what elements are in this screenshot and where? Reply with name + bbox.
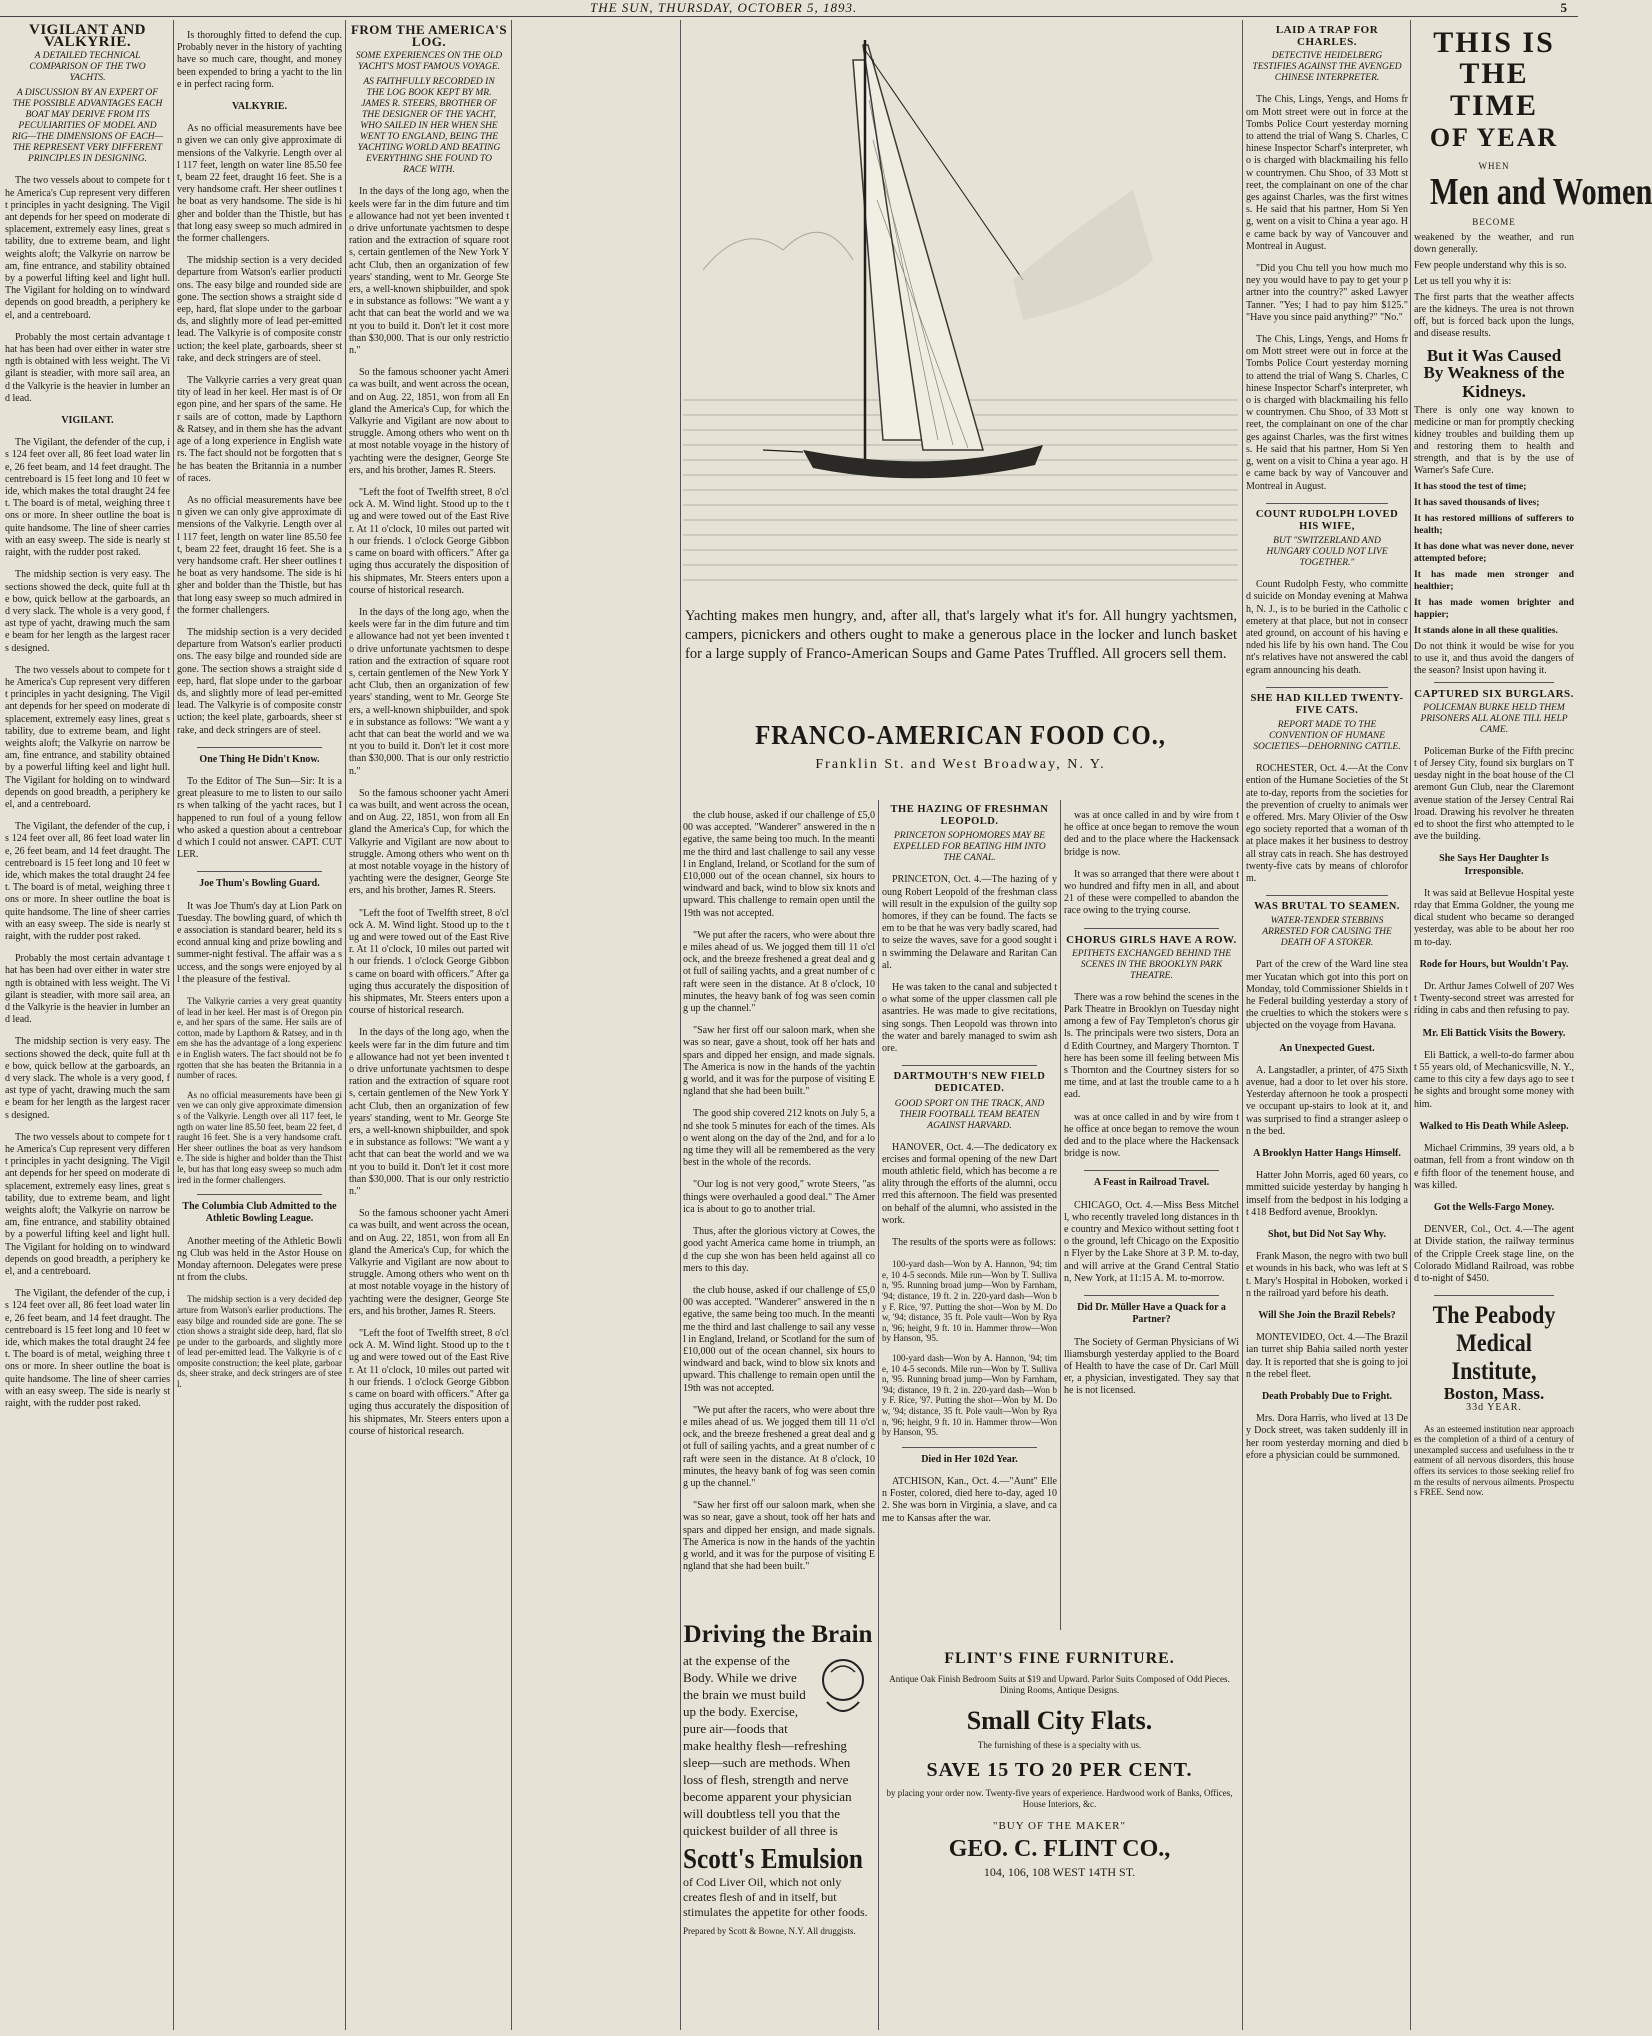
ad-slogan: "BUY OF THE MAKER" [992, 1820, 1127, 1832]
ad-copy: Yachting makes men hungry, and, after all, that's largely what it's for. All hungry yachtsmen, campers, picnickers and others ought to make a generous place in the locker and lunch basket for a large supply of Franco-American Soups and Game Pates Truffled. All grocers sell them. [685, 608, 1237, 662]
article-paragraph: HANOVER, Oct. 4.—The dedicatory exercises and formal opening of the new Dartmouth athletic field, which has become a reality through the efforts of the alumni, occurred this afternoon. The field was presented on behalf of the alumni, who assisted in the work. [882, 1141, 1057, 1226]
ad-copy: Few people understand why this is so. [1414, 260, 1567, 272]
ad-copy: weakened by the weather, and run down generally. [1414, 232, 1574, 256]
scotts-emulsion-ad [683, 1615, 873, 2025]
article-paragraph: As no official measurements have been given we can only give approximate dimensions of the Valkyrie. Length over all 117 feet, length on water line 85.50 feet, beam 22 feet, draught 16 feet. She is a very handsome craft. Her sheer outlines the boat as very handsome. The side is higher and bolder than the Thistle, but has that long easy sweep so much admired in the former challengers. [177, 494, 342, 616]
peabody-ad-copy: As an esteemed institution near approaches the completion of a third of a century of unexampled success and usefulness in the treatment of all nervous disorders, this house offers its services to those seeking relief from the results of nervous ailments. Prospectus FREE. Send now. [1414, 1423, 1574, 1498]
article-paragraph: "Left the foot of Twelfth street, 8 o'clock A. M. Wind light. Stood up to the tug and were towed out of the East River. At 11 o'clock, 10 miles out parted with our friends. 1 o'clock George Gibbons came on board with officers." After gauging thus accurately the disposition of his shipmates, Mr. Steers enters upon a course of historical research. [349, 907, 509, 1017]
article-paragraph: The Vigilant, the defender of the cup, is 124 feet over all, 86 feet load water line, 26 feet beam, and 14 feet draught. The centreboard is 15 feet long and 10 feet wide, which makes the total draught 24 feet. The board is of metal, weighing three tons or more. In sheer outline the boat is quite handsome. The line of sheer carries with an easy sweep. The side is nearly straight, with the rudder post raked. [5, 1288, 170, 1410]
ad-copy: Do not think it would be wise for you to use it, and thus avoid the dangers of the season? Insist upon having it. [1414, 640, 1574, 676]
ad-title: Driving the Brain [683, 1621, 873, 1648]
headline: VIGILANT AND VALKYRIE. [29, 22, 146, 51]
column-rule [345, 20, 346, 2030]
column-6 [1064, 800, 1239, 1640]
column-rule [1242, 20, 1243, 2030]
dateline: THE SUN, THURSDAY, OCTOBER 5, 1893. [590, 0, 858, 15]
article-paragraph: The Chis, Lings, Yengs, and Homs from Mott street were out in force at the Tombs Police Court yesterday morning to attend the trial of Wang S. Charles, Chinese Inspector Scharf's interpreter, who is charged with blackmailing his fellow countrymen. Chu Shoo, of 33 Mott street, the complainant on one of the charges against Charles, was the first witness. He said that his partner, Hom Si Yeng, went on a visit to China a year ago. He came back by way of Vancouver and Montreal in August. [1246, 94, 1408, 252]
article-title: She Says Her Daughter Is Irresponsible. [1439, 853, 1549, 877]
ad-copy: by placing your order now. Twenty-five years of experience. Hardwood work of Banks, Offices, House Interiors, &c. [886, 1788, 1233, 1809]
article-paragraph: The midship section is a very decided departure from Watson's earlier productions. The easy bilge and rounded side are gone. The section shows a straight side deep, hard, flat slope under to the garboards, and slightly more of lead per-emitted lead. The Valkyrie is of composite construction; the keel plate, garboards, sheer strake, and deck stringers are of steel. [177, 1294, 342, 1390]
article-paragraph: Probably the most certain advantage that has been had over either in water strength is obtained with less weight. The Vigilant is steadier, with more sail area, and the Valkyrie is the heavier in lumber and lead. [5, 953, 170, 1026]
deck: REPORT MADE TO THE CONVENTION OF HUMANE SOCIETIES—DEHORNING CATTLE. [1253, 720, 1401, 753]
article-paragraph: Part of the crew of the Ward line steamer Yucatan which got into this port on Monday, told Commissioner Shields in the Federal building yesterday a story of the cruelties to which the stokers were subjected on the voyage from Havana. [1246, 959, 1408, 1032]
article-paragraph: Mrs. Dora Harris, who lived at 13 Dey Dock street, was taken suddenly ill in her room yesterday morning and died before a physician could be summoned. [1246, 1413, 1408, 1461]
article-paragraph: There was a row behind the scenes in the Park Theatre in Brooklyn on Tuesday night among a few of Fay Templeton's chorus girls. The principals were two sisters, Dora and Edith Courtney, and Margery Thornton. There has been some ill feeling between Miss Thornton and the Courtney sisters for some time, and at last the trouble came to a head. [1064, 991, 1239, 1101]
head-icon [813, 1652, 873, 1722]
subdeck: AS FAITHFULLY RECORDED IN THE LOG BOOK KEPT BY MR. JAMES R. STEERS, BROTHER OF THE DESIGNER OF THE YACHT, WHO SAILED IN HER WHEN SHE WENT TO ENGLAND, BEING THE YACHTING WORLD AND BEATING EVERYTHING SHE FOUND TO RACE WITH. [357, 77, 501, 176]
article-paragraph: Dr. Arthur James Colwell of 207 West Twenty-second street was arrested for riding in cabs and then refusing to pay. [1414, 981, 1574, 1017]
column-rule [511, 20, 512, 2030]
page-number: 5 [1560, 0, 1568, 15]
column-4 [683, 800, 875, 1612]
ad-copy: at the expense of the Body. While we drive the brain we must build up the body. Exercise, pure air—foods that make healthy flesh—refreshing sleep—such are methods. When loss of flesh, strength and nerve become apparent your physician will doubtless tell you that the quickest builder of all three is [683, 1653, 852, 1838]
ad-claim: It has made men stronger and healthier; [1414, 569, 1574, 592]
peabody-ad-title: The Peabody Medical Institute, [1432, 1302, 1556, 1386]
ad-line: WHEN [1478, 161, 1510, 171]
article-paragraph: The Chis, Lings, Yengs, and Homs from Mott street were out in force at the Tombs Police Court yesterday morning to attend the trial of Wang S. Charles, Chinese Inspector Scharf's interpreter, who is charged with blackmailing his fellow countrymen. Chu Shoo, of 33 Mott street, the complainant on one of the charges against Charles, was the first witness. He said that his partner, Hom Si Yeng, went on a visit to China a year ago. He came back by way of Vancouver and Montreal in August. [1246, 334, 1408, 492]
article-paragraph: It was so arranged that there were about two hundred and fifty men in all, and about 21 of these were compelled to abandon the race owing to the trying course. [1064, 868, 1239, 917]
article-title: Rode for Hours, but Wouldn't Pay. [1419, 958, 1569, 970]
article-paragraph: The Vigilant, the defender of the cup, is 124 feet over all, 86 feet load water line, 26 feet beam, and 14 feet draught. The centreboard is 15 feet long and 10 feet wide, which makes the total draught 24 feet. The board is of metal, weighing three tons or more. In sheer outline the boat is quite handsome. The line of sheer carries with an easy sweep. The side is nearly straight, with the rudder post raked. [5, 821, 170, 942]
article-paragraph: Is thoroughly fitted to defend the cup. Probably never in the history of yachting have so much care, thought, and money been expended to bring a yacht to the line in perfect racing form. [177, 30, 342, 90]
results-intro: The results of the sports were as follows: [892, 1237, 1057, 1249]
article-paragraph: The two vessels about to compete for the America's Cup represent very different principles in yacht designing. The Vigilant depends for her speed on moderate displacement, extremely easy lines, great stability, due to extreme beam, and light weights aloft; the Valkyrie on narrow beam, fine entrance, and stability obtained by a powerful lifting keel and light hull. The Vigilant for holding on to windward depends on good breadth, a periphery keel, and a centreboard. [5, 664, 170, 810]
article-paragraph: the club house, asked if our challenge of £5,000 was accepted. "Wanderer" answered in the negative, the same being too much. In the meantime the third and last challenge to sail any vessel in England, Ireland, or Scotland for the sum of £10,000 out of the ocean channel, six hours to windward and back, wind to blow six knots and upward. This challenge to remain open until the 19th was not accepted. [683, 810, 875, 919]
headline: WAS BRUTAL TO SEAMEN. [1254, 901, 1400, 913]
peabody-ad-year: 33d YEAR. [1466, 1402, 1522, 1414]
column-rule [680, 20, 681, 2030]
article-paragraph: So the famous schooner yacht America was built, and went across the ocean, and on Aug. 22, 1851, won from all England the America's Cup, for which the Valkyrie and Vigilant are now about to struggle. Among others who went on that most notable voyage in the history of yachting were the designer, George Steers, and his brother, James R. Steers. [349, 787, 509, 897]
headline: SHE HAD KILLED TWENTY-FIVE CATS. [1250, 692, 1404, 716]
column-7 [1246, 20, 1408, 2030]
article-paragraph: the club house, asked if our challenge of £5,000 was accepted. "Wanderer" answered in the negative, the same being too much. In the meantime the third and last challenge to sail any vessel in England, Ireland, or Scotland for the sum of £10,000 out of the ocean channel, six hours to windward and back, wind to blow six knots and upward. This challenge to remain open until the 19th was not accepted. [683, 1284, 875, 1394]
article-title: The Columbia Club Admitted to the Athletic Bowling League. [182, 1201, 337, 1225]
ad-line: THIS IS [1433, 26, 1555, 59]
headline: CHORUS GIRLS HAVE A ROW. [1066, 933, 1237, 946]
results-list: 100-yard dash—Won by A. Hannon, '94; time, 10 4-5 seconds. Mile run—Won by T. Sullivan, '95. Running broad jump—Won by Farnham, '94; distance, 19 ft. 2 in. 220-yard dash—Won by F. Rice, '97. Putting the shot—Won by M. Dow, '94; distance, 35 ft. Pole vault—Won by Ryan, '96; height, 9 ft. 10 in. Hammer throw—Won by Hanson, '95. [882, 1353, 1057, 1438]
article-paragraph: Michael Crimmins, 39 years old, a boatman, fell from a front window on the fifth floor of the tenement house, and was killed. [1414, 1143, 1574, 1191]
ad-heading: Small City Flats. [966, 1706, 1153, 1735]
article-paragraph: "Saw her first off our saloon mark, when she was so near, gave a shout, took off her hats and spars and dipped her ensign, and made signals. The America is now in the hands of the yachting world, and it was for the purpose of visiting England that she had been built." [683, 1025, 875, 1098]
article-paragraph: The two vessels about to compete for the America's Cup represent very different principles in yacht designing. The Vigilant depends for her speed on moderate displacement, extremely easy lines, great stability, due to extreme beam, and light weights aloft; the Valkyrie on narrow beam, fine entrance, and stability obtained by a powerful lifting keel and light hull. The Vigilant for holding on to windward depends on good breadth, a periphery keel, and a centreboard. [5, 1131, 170, 1278]
article-paragraph: Policeman Burke of the Fifth precinct of Jersey City, found six burglars on Tuesday night in the boat house of the Claremont Gun Club, near the Claremont avenue station of the Jersey Central Railroad. Drawing his revolver he threatened to shoot the first who attempted to leave the building. [1414, 745, 1574, 843]
ad-copy: Antique Oak Finish Bedroom Suits at $19 and Upward. Parlor Suits Composed of Odd Pieces. Dining Rooms, Antique Designs. [889, 1674, 1230, 1695]
company-address: 104, 106, 108 WEST 14TH ST. [983, 1865, 1136, 1879]
deck: PRINCETON SOPHOMORES MAY BE EXPELLED FOR BEATING HIM INTO THE CANAL. [893, 831, 1046, 864]
franco-american-ad [683, 20, 1238, 788]
article-paragraph: ATCHISON, Kan., Oct. 4.—"Aunt" Ellen Foster, colored, died here to-day, aged 102. She was born in Virginia, a slave, and came to Kansas after the war. [882, 1475, 1057, 1524]
article-paragraph: Thus, after the glorious victory at Cowes, the good yacht America came home in triumph, and the cup she won has been held against all comers to this day. [683, 1226, 875, 1274]
column-3 [349, 20, 509, 2030]
article-paragraph: Eli Battick, a well-to-do farmer about 55 years old, of Mechanicsville, N. Y., came to this city a few days ago to see the sights and brought some money with him. [1414, 1049, 1574, 1110]
letter-title: One Thing He Didn't Know. [199, 753, 320, 765]
article-paragraph: "We put after the racers, who were about three miles ahead of us. We jogged them till 11 o'clock, and the breeze freshened a great deal and got full of sailing yachts, and a great number of craft were seen in the distance. At 8 o'clock, 10 minutes, the heavy bank of fog was seen coming up the channel." [683, 929, 875, 1015]
results-list: 100-yard dash—Won by A. Hannon, '94; time, 10 4-5 seconds. Mile run—Won by T. Sullivan, '95. Running broad jump—Won by Farnham, '94; distance, 19 ft. 2 in. 220-yard dash—Won by F. Rice, '97. Putting the shot—Won by M. Dow, '94; distance, 35 ft. Pole vault—Won by Ryan, '96; height, 9 ft. 10 in. Hammer throw—Won by Hanson, '95. [882, 1259, 1057, 1344]
article-title: A Brooklyn Hatter Hangs Himself. [1253, 1148, 1401, 1160]
article-title: Walked to His Death While Asleep. [1419, 1120, 1569, 1132]
yacht-illustration [683, 20, 1238, 605]
headline: CAPTURED SIX BURGLARS. [1414, 687, 1574, 700]
article-paragraph: "Our log is not very good," wrote Steers, "as things were overhauled a good deal." The America is about to go to another trial. [683, 1179, 875, 1215]
article-title: Mr. Eli Battick Visits the Bowery. [1422, 1027, 1566, 1039]
article-paragraph: As no official measurements have been given we can only give approximate dimensions of the Valkyrie. Length over all 117 feet, length on water line 85.50 feet, beam 22 feet, draught 16 feet. She is a very handsome craft. Her sheer outlines the boat as very handsome. The side is higher and bolder than the Thistle, but has that long easy sweep so much admired in the former challengers. [177, 1089, 342, 1185]
article-paragraph: DENVER, Col., Oct. 4.—The agent at Divide station, the railway terminus of the Cripple Creek stage line, on the Colorado Midland Railroad, was robbed to-night of $450. [1414, 1224, 1574, 1284]
headline: LAID A TRAP FOR CHARLES. [1275, 24, 1379, 49]
ad-maker: Prepared by Scott & Bowne, N.Y. All druggists. [683, 1926, 856, 1936]
article-title: Death Probably Due to Fright. [1261, 1391, 1393, 1403]
article-paragraph: The two vessels about to compete for the America's Cup represent very different principles in yacht designing. The Vigilant depends for her speed on moderate displacement, extremely easy lines, great stability, due to extreme beam, and light weights aloft; the Valkyrie on narrow beam, fine entrance, and stability obtained by a powerful lifting keel and light hull. The Vigilant for holding on to windward depends on good breadth, a periphery keel, and a centreboard. [5, 175, 170, 321]
ad-offer: SAVE 15 TO 20 PER CENT. [926, 1759, 1193, 1781]
article-paragraph: The midship section is very easy. The sections showed the deck, quite full at the bow, quick bellow at the garboards, and very slack. The whole is a very good, fast type of yacht, drawing much the same beam for her length as the largest racers designed. [5, 1036, 170, 1121]
warners-safe-cure-ad [1414, 26, 1652, 677]
article-paragraph: "We put after the racers, who were about three miles ahead of us. We jogged them till 11 o'clock, and the breeze freshened a great deal and got full of sailing yachts, and a great number of craft were seen in the distance. At 8 o'clock, 10 minutes, the heavy bank of fog was seen coming up the channel." [683, 1404, 875, 1489]
ad-claim: It has restored millions of sufferers to health; [1414, 513, 1574, 536]
deck: DETECTIVE HEIDELBERG TESTIFIES AGAINST THE AVENGED CHINESE INTERPRETER. [1252, 51, 1402, 84]
ad-copy: There is only one way known to medicine or man for promptly checking kidney troubles and building them up and restoring them to health and strength, and that is by the use of Warner's Safe Cure. [1414, 404, 1574, 476]
article-paragraph: The midship section is a very decided departure from Watson's earlier productions. The easy bilge and rounded side are gone. The section shows a straight side deep, hard, flat slope under to the garboards, and slightly more of lead per-emitted lead. The Valkyrie is of composite construction; the keel plate, garboards, sheer strake, and deck stringers are of steel. [177, 626, 342, 736]
deck: BUT "SWITZERLAND AND HUNGARY COULD NOT LIVE TOGETHER." [1266, 536, 1388, 569]
article-paragraph: It was said at Bellevue Hospital yesterday that Emma Goldner, the young medical student who became so deranged yesterday, was able to be about her room to-day. [1414, 887, 1574, 948]
ad-claim: It has made women brighter and happier; [1414, 597, 1574, 620]
brand-name: Scott's Emulsion [683, 1844, 863, 1875]
article-paragraph: It was Joe Thum's day at Lion Park on Tuesday. The bowling guard, of which the association is standard bearer, held its second annual king and prize bowling and summer-night festival. The affair was a success, and the songs were enjoyed by all the pleasure of the festival. [177, 900, 342, 985]
headline: THE HAZING OF FRESHMAN LEOPOLD. [890, 804, 1049, 828]
article-paragraph: Hatter John Morris, aged 60 years, committed suicide yesterday by hanging himself from the bedpost in his lodging at 418 Bedford avenue, Brooklyn. [1246, 1170, 1408, 1218]
peabody-ad-city: Boston, Mass. [1443, 1384, 1545, 1404]
article-paragraph: So the famous schooner yacht America was built, and went across the ocean, and on Aug. 22, 1851, won from all England the America's Cup, for which the Valkyrie and Vigilant are now about to struggle. Among others who went on that most notable voyage in the history of yachting were the designer, George Steers, and his brother, James R. Steers. [349, 367, 509, 476]
section-heading: VIGILANT. [61, 415, 114, 427]
company-address: Franklin St. and West Broadway, N. Y. [815, 757, 1106, 772]
column-rule [1060, 800, 1061, 1630]
company-name: FRANCO-AMERICAN FOOD CO., [755, 720, 1166, 750]
article-title: Joe Thum's Bowling Guard. [199, 878, 320, 890]
headline: COUNT RUDOLPH LOVED HIS WIFE, [1255, 508, 1399, 532]
ad-copy: The furnishing of these is a specialty with us. [977, 1740, 1142, 1750]
article-title: Will She Join the Brazil Rebels? [1258, 1310, 1396, 1322]
ad-tagline: of Cod Liver Oil, which not only creates flesh of and in itself, but stimulates the appetite for other foods. [683, 1875, 868, 1919]
ad-heading: But it Was Caused [1426, 346, 1562, 366]
subdeck: A DISCUSSION BY AN EXPERT OF THE POSSIBLE ADVANTAGES EACH BOAT MAY DERIVE FROM ITS PECULIARITIES OF MODEL AND RIG—THE DIMENSIONS OF EACH—THE REPRESENT VERY DIFFERENT PRINCIPLES IN DESIGNING. [11, 88, 164, 165]
article-title: Got the Wells-Fargo Money. [1433, 1201, 1555, 1213]
ad-claim: It has stood the test of time; [1414, 481, 1527, 492]
column-5 [882, 800, 1057, 1640]
column-1 [5, 20, 170, 2030]
deck: WATER-TENDER STEBBINS ARRESTED FOR CAUSING THE DEATH OF A STOKER. [1262, 916, 1392, 949]
article-paragraph: was at once called in and by wire from the office at once began to remove the wounded and to the place where the Hackensack bridge is now. [1064, 1111, 1239, 1160]
ad-copy: Let us tell you why it is: [1414, 276, 1512, 288]
ad-line: OF YEAR [1429, 123, 1559, 152]
deck: A DETAILED TECHNICAL COMPARISON OF THE TWO YACHTS. [29, 51, 146, 84]
deck: POLICEMAN BURKE HELD THEM PRISONERS ALL ALONE TILL HELP CAME. [1420, 702, 1568, 735]
article-paragraph: Frank Mason, the negro with two bullet wounds in his back, who was left at St. Mary's Hospital in Hoboken, worked in the railroad yard before his death. [1246, 1251, 1408, 1299]
article-paragraph: CHICAGO, Oct. 4.—Miss Bess Mitchell, who recently traveled long distances in the country and Mexico without setting foot to the ground, left Chicago on the Exposition Flyer by the Lake Shore at 3 P. M. to-day, and will arrive at the Grand Central Station, New York, at 11:15 A. M. to-morrow. [1064, 1199, 1239, 1284]
ad-copy: The first parts that the weather affects are the kidneys. The urea is not thrown off, but is forced back upon the lungs, and disease results. [1414, 292, 1574, 340]
ad-heading: By Weakness of the Kidneys. [1423, 362, 1565, 401]
masthead [0, 0, 1578, 17]
ad-title: FLINT'S FINE FURNITURE. [944, 1650, 1175, 1667]
article-title: Died in Her 102d Year. [921, 1453, 1018, 1465]
article-paragraph: In the days of the long ago, when the keels were far in the dim future and time allowance had not yet been invented to drive unfortunate yachtsmen to desperation and the extraction of square roots, certain gentlemen of the New York Yacht Club, then an organization of few years' standing, went to Mr. George Steers, a well-known shipbuilder, and spoke in substance as follows: "We want a yacht that can beat the world and we want you to build it. Don't let it cost more than $30,000. That is our only restriction." [349, 186, 509, 357]
column-2 [177, 20, 342, 2030]
ad-claim: It stands alone in all these qualities. [1414, 625, 1558, 636]
ad-line: BECOME [1472, 217, 1516, 228]
column-rule [1410, 20, 1411, 2030]
article-paragraph: was at once called in and by wire from the office at once began to remove the wounded and to the place where the Hackensack bridge is now. [1064, 810, 1239, 858]
deck: GOOD SPORT ON THE TRACK, AND THEIR FOOTBALL TEAM BEATEN AGAINST HARVARD. [894, 1098, 1045, 1131]
article-paragraph: PRINCETON, Oct. 4.—The hazing of young Robert Leopold of the freshman class will result in the expulsion of the guilty sophomores, if they can be found. The facts seem to be that he was very badly scared, had to seize the waves, save for a good sought in swimming the Delaware and Raritan Canal. [882, 874, 1057, 971]
article-title: Did Dr. Müller Have a Quack for a Partner? [1077, 1302, 1226, 1326]
column-rule [878, 800, 879, 2030]
article-paragraph: Count Rudolph Festy, who committed suicide on Monday evening at Mahwah, N. J., is to be buried in the Catholic cemetery at that place, but not in consecrated ground, on account of his having ended his life by his own hand. The Count's relatives have not answered the cablegram announcing his death. [1246, 579, 1408, 676]
column-rule [173, 20, 174, 2030]
flint-furniture-ad [882, 1650, 1237, 1880]
article-paragraph: Probably the most certain advantage that has been had over either in water strength is obtained with less weight. The Vigilant is steadier, with more sail area, and the Valkyrie is the heavier in lumber and lead. [5, 331, 170, 404]
article-paragraph: In the days of the long ago, when the keels were far in the dim future and time allowance had not yet been invented to drive unfortunate yachtsmen to desperation and the extraction of square roots, certain gentlemen of the New York Yacht Club, then an organization of few years' standing, went to Mr. George Steers, a well-known shipbuilder, and spoke in substance as follows: "We want a yacht that can beat the world and we want you to build it. Don't let it cost more than $30,000. That is our only restriction." [349, 606, 509, 777]
company-name: GEO. C. FLINT CO., [948, 1836, 1171, 1862]
article-paragraph: So the famous schooner yacht America was built, and went across the ocean, and on Aug. 22, 1851, won from all England the America's Cup, for which the Valkyrie and Vigilant are now about to struggle. Among others who went on that most notable voyage in the history of yachting were the designer, George Steers, and his brother, James R. Steers. [349, 1208, 509, 1317]
headline: FROM THE AMERICA'S LOG. [350, 22, 508, 50]
article-title: A Feast in Railroad Travel. [1093, 1177, 1210, 1189]
ad-line: THE TIME [1449, 57, 1538, 122]
article-paragraph: ROCHESTER, Oct. 4.—At the Convention of the Humane Societies of the State to-day, reports from the societies for the prevention of cruelty to animals were offered. Mrs. Mary Olivier of the Oswego society reported that a woman of that place makes it her business to destroy all stray cats in reach. She has destroyed twenty-five cats by means of chloroform. [1246, 763, 1408, 884]
article-paragraph: MONTEVIDEO, Oct. 4.—The Brazilian turret ship Bahia sailed north yesterday. It is reported that she is going to join the rebel fleet. [1246, 1332, 1408, 1380]
column-8 [1414, 20, 1652, 2030]
article-title: Shot, but Did Not Say Why. [1268, 1229, 1386, 1241]
deck: SOME EXPERIENCES ON THE OLD YACHT'S MOST FAMOUS VOYAGE. [355, 51, 503, 73]
article-paragraph: As no official measurements have been given we can only give approximate dimensions of the Valkyrie. Length over all 117 feet, length on water line 85.50 feet, beam 22 feet, draught 16 feet. She is a very handsome craft. Her sheer outlines the boat as very handsome. The side is higher and bolder than the Thistle, but has that long easy sweep so much admired in the former challengers. [177, 123, 342, 245]
article-paragraph: Another meeting of the Athletic Bowling Club was held in the Astor House on Monday afternoon. Delegates were present from the clubs. [177, 1235, 342, 1284]
article-paragraph: The Society of German Physicians of Williamsburgh yesterday applied to the Board of Health to have the case of Dr. Carl Müller, a physician, investigated. They say that he is not licensed. [1064, 1336, 1239, 1397]
article-paragraph: The good ship covered 212 knots on July 5, and she took 5 minutes for each of the times. Also went along on the day of the 2nd, and for a long time they will all be remembered as the very best in the whole of the records. [683, 1108, 875, 1169]
article-paragraph: A. Langstadler, a printer, of 475 Sixth avenue, had a door to let over his store. Yesterday afternoon he took a prospective occupant up-stairs to look at it, and was surprised to find a stranger asleep on the bed. [1246, 1064, 1408, 1137]
article-paragraph: The midship section is a very decided departure from Watson's earlier productions. The easy bilge and rounded side are gone. The section shows a straight side deep, hard, flat slope under to the garboards, and slightly more of lead per-emitted lead. The Valkyrie is of composite construction; the keel plate, garboards, sheer strake, and deck stringers are of steel. [177, 255, 342, 364]
article-title: An Unexpected Guest. [1279, 1042, 1375, 1054]
article-paragraph: "Left the foot of Twelfth street, 8 o'clock A. M. Wind light. Stood up to the tug and were towed out of the East River. At 11 o'clock, 10 miles out parted with our friends. 1 o'clock George Gibbons came on board with officers." After gauging thus accurately the disposition of his shipmates, Mr. Steers enters upon a course of historical research. [349, 487, 509, 596]
deck: EPITHETS EXCHANGED BEHIND THE SCENES IN THE BROOKLYN PARK THEATRE. [1071, 948, 1232, 981]
article-paragraph: "Left the foot of Twelfth street, 8 o'clock A. M. Wind light. Stood up to the tug and were towed out of the East River. At 11 o'clock, 10 miles out parted with our friends. 1 o'clock George Gibbons came on board with officers." After gauging thus accurately the disposition of his shipmates, Mr. Steers enters upon a course of historical research. [349, 1328, 509, 1437]
article-paragraph: The midship section is very easy. The sections showed the deck, quite full at the bow, quick bellow at the garboards, and very slack. The whole is a very good, fast type of yacht, drawing much the same beam for her length as the largest racers designed. [5, 569, 170, 654]
headline: DARTMOUTH'S NEW FIELD DEDICATED. [893, 1071, 1046, 1095]
article-paragraph: The Valkyrie carries a very great quantity of lead in her keel. Her mast is of Oregon pine, and her spars of the same. Her sails are of cotton, made by Lapthorn & Ratsey, and in them she has the advantage of a long experience in English waters. The fact should not be forgotten that she has beaten the Britannia in a number of races. [177, 996, 342, 1081]
article-paragraph: In the days of the long ago, when the keels were far in the dim future and time allowance had not yet been invented to drive unfortunate yachtsmen to desperation and the extraction of square roots, certain gentlemen of the New York Yacht Club, then an organization of few years' standing, went to Mr. George Steers, a well-known shipbuilder, and spoke in substance as follows: "We want a yacht that can beat the world and we want you to build it. Don't let it cost more than $30,000. That is our only restriction." [349, 1027, 509, 1198]
ad-heading: Men and Women [1430, 171, 1652, 214]
article-paragraph: The Vigilant, the defender of the cup, is 124 feet over all, 86 feet load water line, 26 feet beam, and 14 feet draught. The centreboard is 15 feet long and 10 feet wide, which makes the total draught 24 feet. The board is of metal, weighing three tons or more. In sheer outline the boat is quite handsome. The line of sheer carries with an easy sweep. The side is nearly straight, with the rudder post raked. [5, 437, 170, 559]
letter-body: To the Editor of The Sun—Sir: It is a great pleasure to me to listen to our sailors when talking of the yacht races, but I happened to run foul of a young fellow who asked a question about a centreboard which I could not answer. CAPT. CUTLER. [177, 775, 342, 861]
ad-claim: It has done what was never done, never attempted before; [1414, 541, 1574, 564]
ad-claim: It has saved thousands of lives; [1414, 497, 1540, 508]
section-heading: VALKYRIE. [231, 101, 288, 113]
article-paragraph: "Did you Chu tell you how much money you would have to pay to get your partner into the country?" asked Lawyer Tanner. "Yes; I had to pay him $125." "Have you since paid anything?" "No." [1246, 263, 1408, 323]
article-paragraph: The Valkyrie carries a very great quantity of lead in her keel. Her mast is of Oregon pine, and her spars of the same. Her sails are of cotton, made by Lapthorn & Ratsey, and in them she has the advantage of a long experience in English waters. The fact should not be forgotten that she has beaten the Britannia in a number of races. [177, 375, 342, 484]
article-paragraph: He was taken to the canal and subjected to what some of the upper classmen call pleasantries. He was made to give recitations, sing songs. Then Leopold was thrown into the water and barely managed to swim ashore. [882, 982, 1057, 1055]
article-paragraph: "Saw her first off our saloon mark, when she was so near, gave a shout, took off her hats and spars and dipped her ensign, and made signals. The America is now in the hands of the yachting world, and it was for the purpose of visiting England that she had been built." [683, 1500, 875, 1573]
